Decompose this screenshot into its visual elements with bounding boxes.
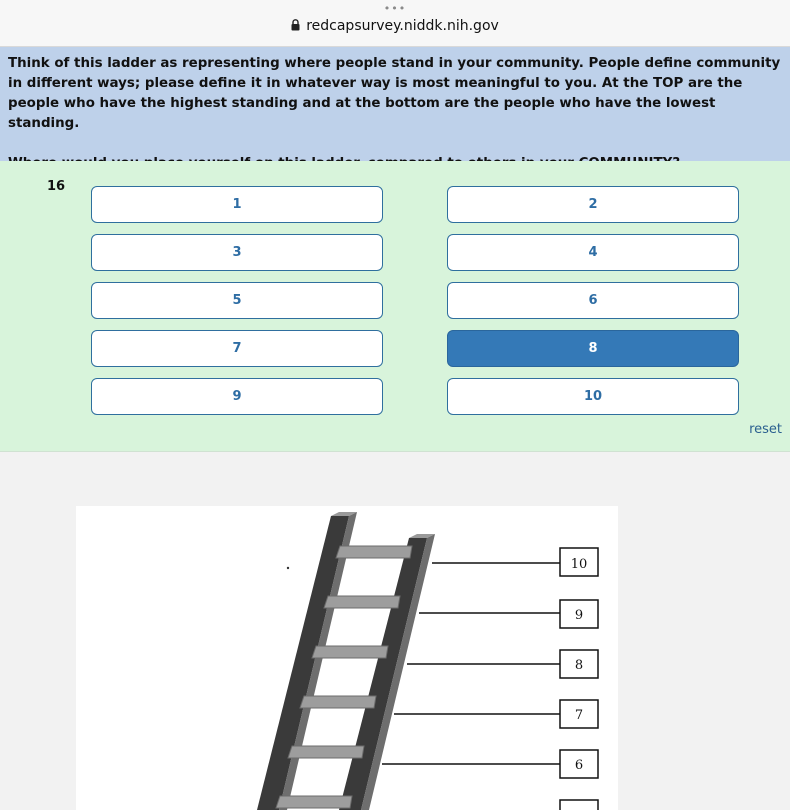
option-8[interactable]: 8 xyxy=(447,330,739,367)
ladder-label-10: 10 xyxy=(570,557,588,572)
browser-top-bar xyxy=(0,0,790,47)
tab-dots-icon[interactable]: ••• xyxy=(383,2,407,15)
option-1[interactable]: 1 xyxy=(91,186,383,223)
lock-icon xyxy=(291,19,300,31)
ladder-label-6: 6 xyxy=(574,758,584,773)
option-3[interactable]: 3 xyxy=(91,234,383,271)
option-10[interactable]: 10 xyxy=(447,378,739,415)
url-text: redcapsurvey.niddk.nih.gov xyxy=(306,18,499,34)
ladder-label-8: 8 xyxy=(574,658,584,673)
reset-link[interactable]: reset xyxy=(749,422,782,437)
address-bar[interactable] xyxy=(0,18,790,34)
option-9[interactable]: 9 xyxy=(91,378,383,415)
option-2[interactable]: 2 xyxy=(447,186,739,223)
option-4[interactable]: 4 xyxy=(447,234,739,271)
question-header xyxy=(0,47,790,161)
ladder-label-9: 9 xyxy=(574,608,584,623)
option-5[interactable]: 5 xyxy=(91,282,383,319)
ladder-image xyxy=(76,506,618,810)
question-text: Think of this ladder as representing where people stand in your community. People define community in different ways; please define it in whatever way is most meaningful to you. At the TOP are the people who have the highest standing and at the bottom are the people who have the lowest standing. xyxy=(8,56,781,131)
option-7[interactable]: 7 xyxy=(91,330,383,367)
ladder-figure xyxy=(76,506,618,810)
answer-area xyxy=(0,161,790,452)
option-6[interactable]: 6 xyxy=(447,282,739,319)
ladder-label-7: 7 xyxy=(574,708,584,723)
question-number: 16 xyxy=(47,179,66,194)
